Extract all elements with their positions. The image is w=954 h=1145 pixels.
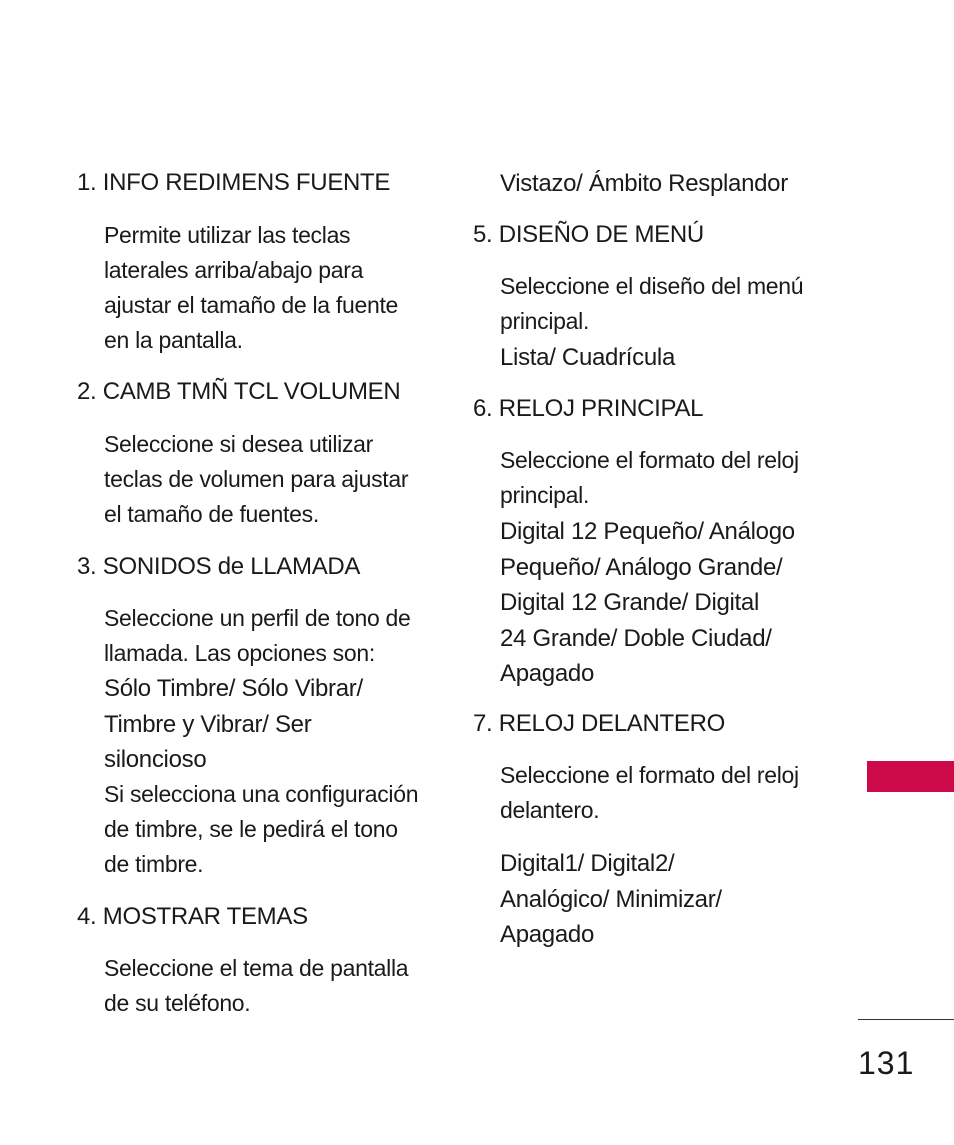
section-5-description	[500, 269, 803, 339]
option-line: Digital 12 Grande/ Digital	[500, 589, 760, 616]
section-6-options	[500, 514, 795, 692]
option-line: Lista/ Cuadrícula	[500, 344, 675, 371]
section-4-description	[104, 951, 408, 1021]
description-line: laterales arriba/abajo para	[104, 257, 364, 283]
description-line: Permite utilizar las teclas	[104, 222, 351, 248]
option-line: Digital 12 Pequeño/ Análogo	[500, 518, 795, 545]
section-6-heading: 6. RELOJ PRINCIPAL	[473, 395, 704, 422]
section-5-options	[500, 340, 675, 376]
note-line: de timbre, se le pedirá el tono	[104, 816, 398, 842]
chapter-tab-marker	[867, 761, 954, 792]
option-line: Timbre y Vibrar/ Ser	[104, 710, 312, 738]
section-3-description	[104, 601, 411, 671]
page-number-rule	[858, 1019, 954, 1020]
description-line: principal.	[500, 308, 590, 334]
option-line: siloncioso	[104, 746, 207, 773]
option-line: Digital1/ Digital2/	[500, 850, 675, 877]
description-line: de su teléfono.	[104, 990, 251, 1016]
section-1-description	[104, 218, 398, 358]
description-line: el tamaño de fuentes.	[104, 501, 319, 527]
section-7-heading: 7. RELOJ DELANTERO	[473, 710, 726, 737]
section-1-heading: 1. INFO REDIMENS FUENTE	[77, 169, 391, 196]
option-line: Sólo Timbre/ Sólo Vibrar/	[104, 675, 363, 702]
section-4-options	[500, 166, 788, 202]
option-line: 24 Grande/ Doble Ciudad/	[500, 624, 772, 652]
note-line: Si selecciona una configuración	[104, 781, 419, 807]
description-line: teclas de volumen para ajustar	[104, 466, 409, 492]
description-line: Seleccione el formato del reloj	[500, 447, 799, 473]
note-line: de timbre.	[104, 851, 204, 877]
section-7-description	[500, 758, 799, 828]
section-6-description	[500, 443, 799, 513]
description-line: ajustar el tamaño de la fuente	[104, 292, 399, 318]
description-line: principal.	[500, 482, 590, 508]
option-line: Analógico/ Minimizar/	[500, 885, 722, 913]
section-3-options	[104, 671, 363, 778]
description-line: Seleccione si desea utilizar	[104, 431, 374, 457]
description-line: Seleccione el formato del reloj	[500, 762, 799, 788]
description-line: Seleccione un perfil de tono de	[104, 605, 411, 631]
section-4-heading: 4. MOSTRAR TEMAS	[77, 903, 308, 930]
section-2-description	[104, 427, 408, 532]
section-5-heading: 5. DISEÑO DE MENÚ	[473, 221, 704, 248]
option-line: Pequeño/ Análogo Grande/	[500, 553, 783, 581]
page-number: 131	[858, 1045, 915, 1081]
description-line: delantero.	[500, 797, 600, 823]
section-3-note	[104, 777, 418, 882]
description-line: Seleccione el diseño del menú	[500, 273, 804, 299]
description-line: Seleccione el tema de pantalla	[104, 955, 409, 981]
section-2-heading: 2. CAMB TMÑ TCL VOLUMEN	[77, 378, 401, 405]
description-line: en la pantalla.	[104, 327, 243, 353]
description-line: llamada. Las opciones son:	[104, 640, 375, 666]
option-line: Vistazo/ Ámbito Resplandor	[500, 170, 788, 197]
section-3-heading: 3. SONIDOS de LLAMADA	[77, 553, 361, 580]
option-line: Apagado	[500, 921, 594, 948]
option-line: Apagado	[500, 660, 594, 687]
section-7-options	[500, 846, 722, 953]
